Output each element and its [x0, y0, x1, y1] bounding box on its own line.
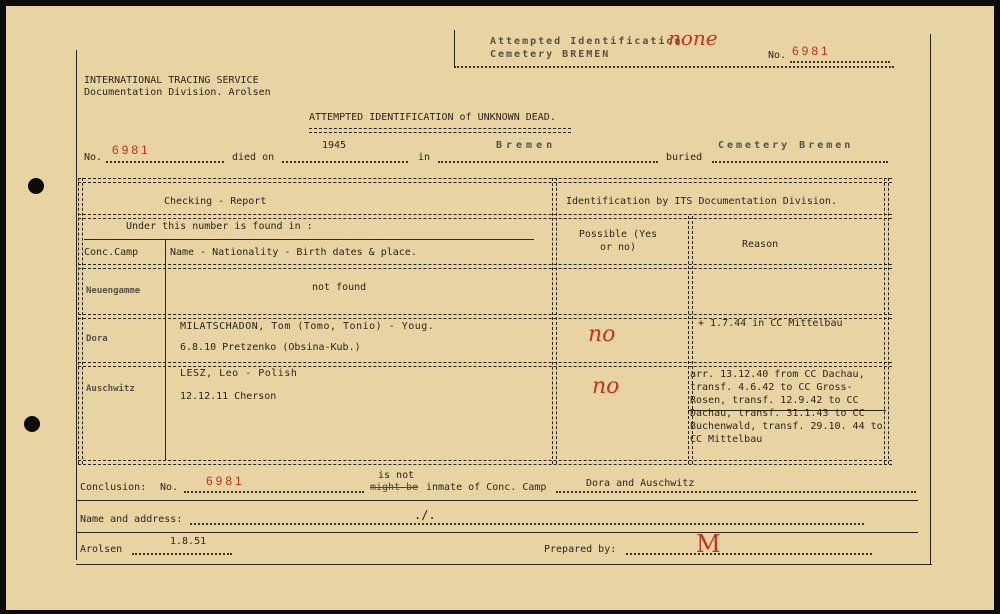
prepared-by-label: Prepared by:: [544, 544, 617, 555]
form-title: ATTEMPTED IDENTIFICATION of UNKNOWN DEAD.: [309, 112, 556, 123]
found-in-subheader: Under this number is found in :: [126, 221, 313, 232]
conclusion-no-label: No.: [160, 482, 179, 493]
row-3-reason: arr. 13.12.40 from CC Dachau, transf. 4.6.42 to CC Gross-Rosen, transf. 12.9.42 to CC Dachau, transf. 31.1.43 to CC Buchenwald, transf. 29.10. 44 to CC Mittelbau: [690, 369, 883, 445]
table-subheader-rule: [84, 239, 534, 240]
stamp-line-1: Attempted Identification: [490, 36, 683, 47]
punch-hole-bottom: [24, 416, 40, 432]
right-margin-line: [930, 34, 931, 564]
conclusion-inmate-text: inmate of Conc. Camp: [426, 482, 547, 493]
stamp-box-underline: [454, 66, 894, 68]
died-label: died on: [232, 152, 275, 163]
stamp-box-border: [454, 30, 455, 68]
table-row-rule-2: [78, 362, 892, 367]
col-camp-header: Conc.Camp: [84, 247, 139, 258]
record-no-value: 6981: [112, 143, 151, 157]
stamp-line-2: Cemetery BREMEN: [490, 49, 611, 60]
in-dots: [438, 161, 658, 163]
name-address-label: Name and address:: [80, 514, 183, 525]
left-margin-line: [76, 50, 77, 560]
row-1-name: not found: [312, 282, 367, 293]
index-card: [6, 6, 994, 610]
identification-header: Identification by ITS Documentation Division.: [566, 196, 837, 207]
prepared-by-initials: M: [696, 530, 721, 558]
conclusion-camp: Dora and Auschwitz: [586, 478, 695, 489]
row-2-name: MILATSCHADON, Tom (Tomo, Tonio) - Youg.: [180, 321, 435, 332]
buried-dots: [712, 161, 888, 163]
title-underline: [309, 128, 571, 133]
conclusion-label: Conclusion:: [80, 482, 147, 493]
row-3-birth: 12.12.11 Cherson: [180, 391, 277, 402]
table-right-border: [884, 178, 889, 464]
checking-report-header: Checking - Report: [164, 196, 267, 207]
buried-value: Cemetery Bremen: [718, 140, 854, 151]
conclusion-struck-text: might be: [370, 482, 419, 493]
org-line-2: Documentation Division. Arolsen: [84, 87, 271, 98]
table-bottom-border: [78, 460, 892, 465]
name-address-value: ./.: [414, 508, 436, 522]
name-address-dots: [190, 523, 864, 525]
footer-place: Arolsen: [80, 544, 123, 555]
footer-date: 1.8.51: [170, 536, 207, 547]
in-value: Bremen: [496, 140, 557, 151]
buried-label: buried: [666, 152, 703, 163]
prepared-by-dots: [626, 553, 872, 555]
conclusion-no-dots: [184, 491, 364, 493]
row-2-reason: + 1.7.44 in CC Mittelbau: [698, 318, 843, 329]
row-3-camp: Auschwitz: [86, 384, 135, 394]
row-2-birth: 6.8.10 Pretzenko (Obsina-Kub.): [180, 342, 361, 353]
table-mid-divider: [552, 178, 557, 464]
conclusion-rule: [76, 500, 918, 501]
row-2-camp: Dora: [86, 334, 108, 344]
col-reason-header: Reason: [742, 239, 779, 250]
col-name-header: Name - Nationality - Birth dates & place.: [170, 247, 417, 258]
col-possible-header: Possible (Yes or no): [578, 229, 658, 253]
table-left-border: [78, 178, 83, 464]
header-no-label: No.: [768, 50, 787, 61]
conclusion-is-not: is not: [378, 470, 415, 481]
record-no-label: No.: [84, 152, 103, 163]
table-top-border: [78, 178, 892, 183]
in-label: in: [418, 152, 431, 163]
row-3-name: LESZ, Leo - Polish: [180, 368, 298, 379]
row-3-possible: no: [592, 374, 620, 399]
table-header-rule: [78, 214, 892, 219]
org-line-1: INTERNATIONAL TRACING SERVICE: [84, 75, 259, 86]
row-2-possible: no: [588, 322, 616, 347]
table-column-header-rule: [78, 264, 892, 269]
header-no-value: 6981: [792, 44, 831, 58]
punch-hole-top: [28, 178, 44, 194]
row-1-camp: Neuengamme: [86, 286, 141, 296]
conclusion-no-value: 6981: [206, 474, 245, 488]
died-value: 1945: [322, 140, 347, 151]
table-camp-divider: [165, 240, 166, 460]
name-address-rule: [76, 532, 918, 533]
footer-rule: [76, 564, 932, 565]
record-no-dots: [106, 161, 224, 163]
conclusion-camp-dots: [556, 491, 916, 493]
header-no-dots: [790, 61, 890, 63]
died-dots: [282, 161, 408, 163]
footer-date-dots: [132, 553, 232, 555]
handwritten-note: none: [668, 26, 718, 50]
